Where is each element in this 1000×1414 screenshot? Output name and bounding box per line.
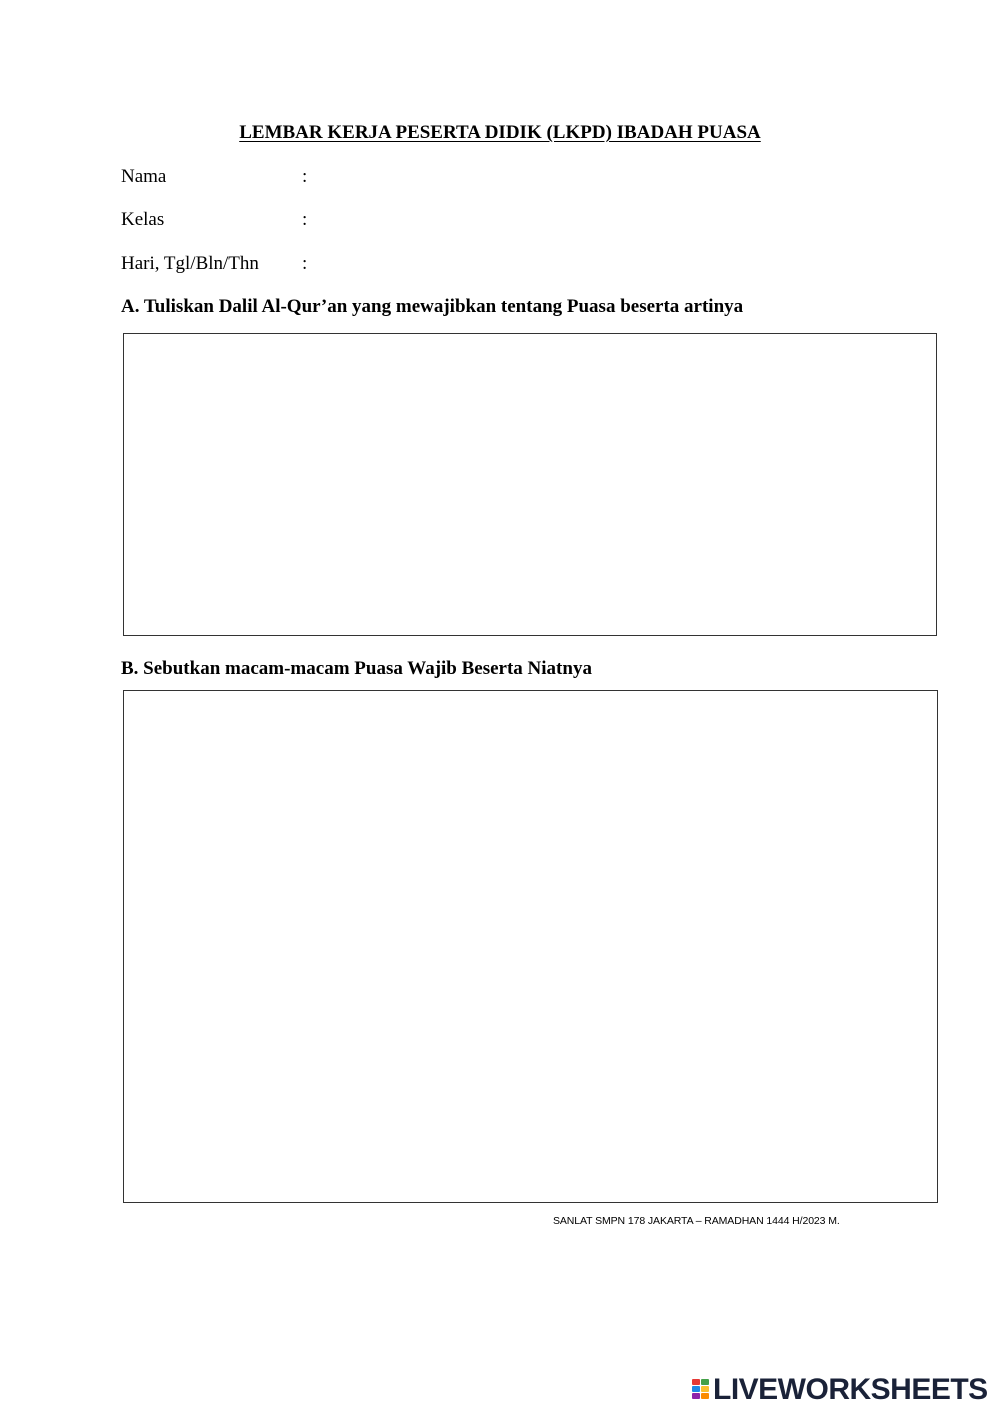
name-colon: : — [302, 166, 308, 187]
page-title: LEMBAR KERJA PESERTA DIDIK (LKPD) IBADAH PUASA — [239, 122, 761, 143]
class-colon: : — [302, 209, 308, 230]
question-b: B. Sebutkan macam-macam Puasa Wajib Beserta Niatnya — [121, 658, 592, 679]
footer-note: SANLAT SMPN 178 JAKARTA – RAMADHAN 1444 H/2023 M. — [553, 1215, 840, 1227]
question-a: A. Tuliskan Dalil Al-Qur’an yang mewajibkan tentang Puasa beserta artinya — [121, 296, 744, 317]
liveworksheets-logo-icon — [692, 1379, 710, 1401]
liveworksheets-logo — [692, 1374, 988, 1406]
date-label: Hari, Tgl/Bln/Thn — [121, 253, 259, 274]
name-label: Nama — [121, 166, 167, 187]
class-label: Kelas — [121, 209, 165, 230]
answer-a-box[interactable] — [123, 333, 937, 636]
answer-b-box[interactable] — [123, 690, 938, 1203]
date-colon: : — [302, 253, 308, 274]
logo-text: LIVEWORKSHEETS — [713, 1373, 988, 1406]
